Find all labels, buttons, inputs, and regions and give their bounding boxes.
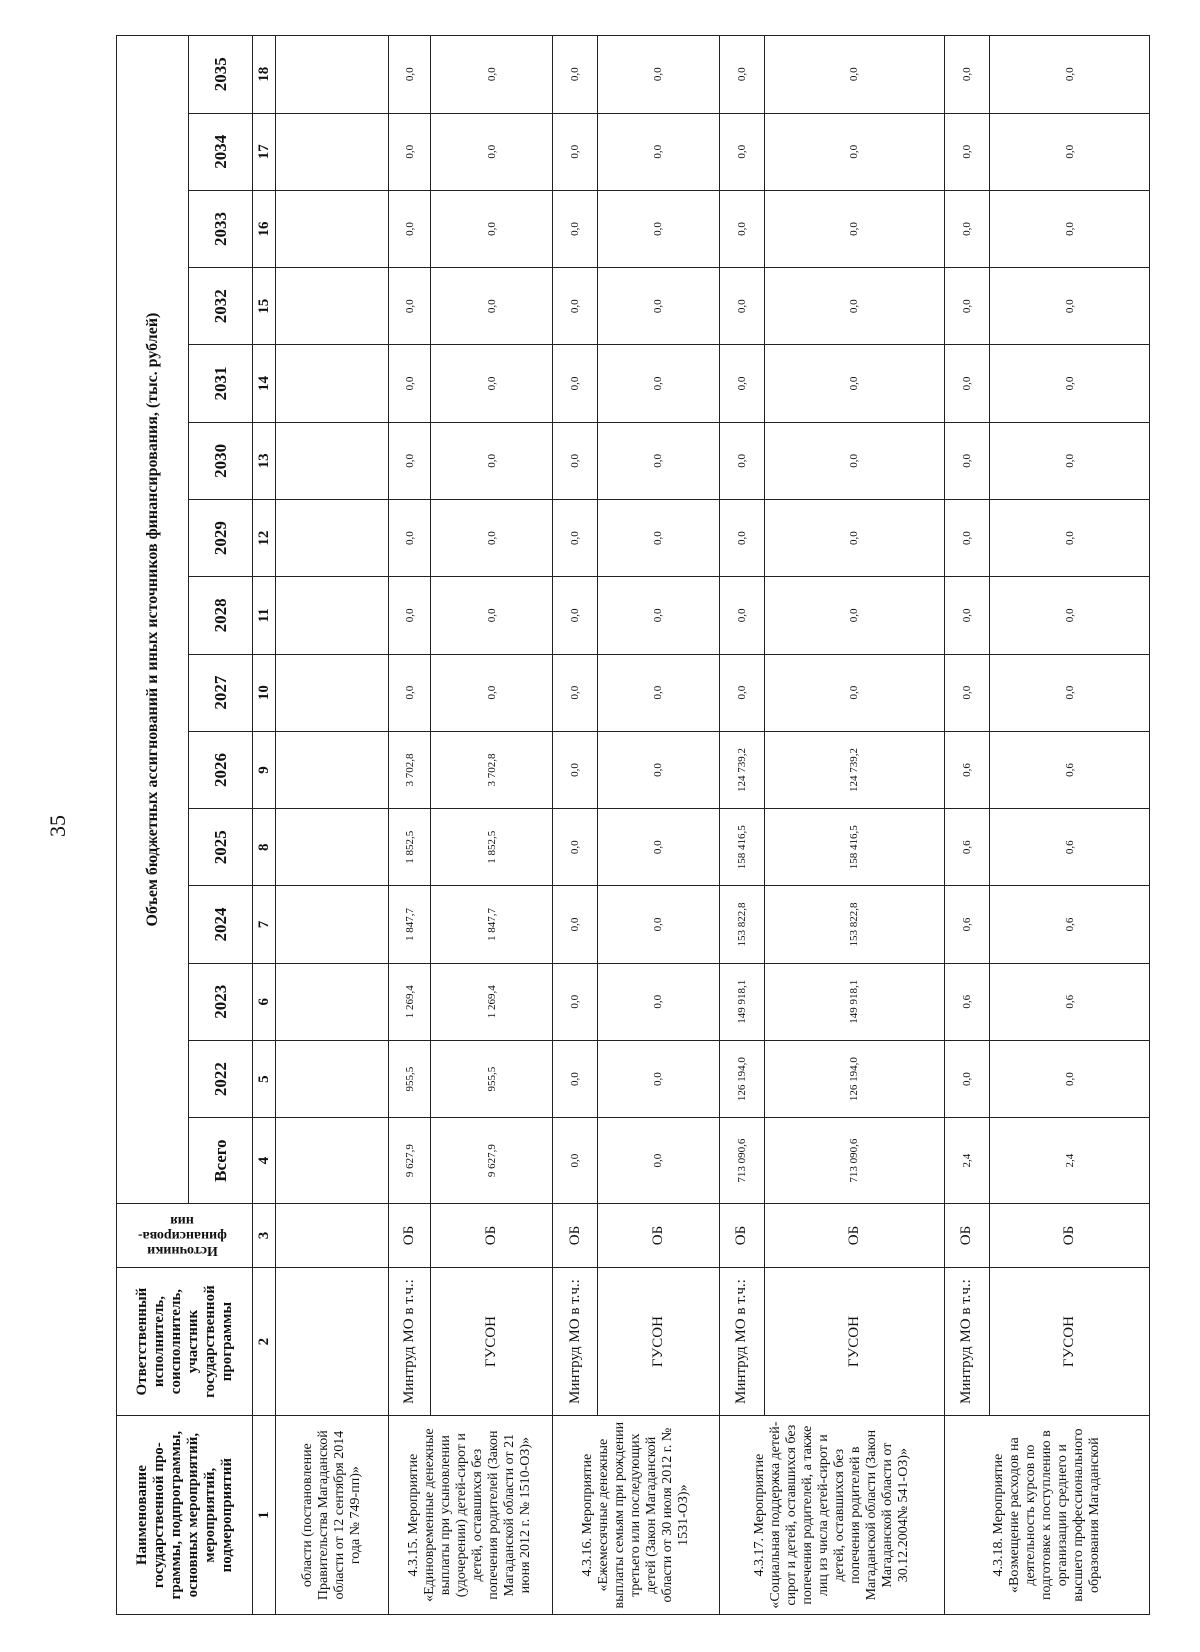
value-cell: 0,0 [598, 963, 720, 1040]
value-cell: 153 822,8 [764, 886, 944, 963]
value-cell: 0,0 [553, 577, 598, 654]
rotated-table-container [116, 35, 1150, 1615]
value-cell: 0,6 [990, 963, 1150, 1040]
table-row [990, 36, 1150, 1615]
table-row [719, 36, 764, 1615]
value-cell: 0,6 [944, 731, 989, 808]
value-cell: 0,0 [944, 190, 989, 267]
value-cell: 0,0 [431, 268, 553, 345]
value-cell: 0,0 [388, 577, 431, 654]
value-cell: 1 852,5 [431, 809, 553, 886]
value-cell: 0,0 [388, 190, 431, 267]
header-year: 2030 [189, 422, 253, 499]
value-cell: 0,0 [598, 1040, 720, 1117]
value-cell: 0,6 [944, 886, 989, 963]
value-cell: 0,0 [598, 268, 720, 345]
header-year: 2027 [189, 654, 253, 731]
column-number: 8 [253, 809, 276, 886]
value-cell: 0,0 [553, 809, 598, 886]
value-cell: 0,0 [990, 1040, 1150, 1117]
value-cell: 0,0 [431, 499, 553, 576]
value-cell: 0,0 [764, 268, 944, 345]
header-volume: Объем бюджетных ассигнований и иных источников финансирования, (тыс. рублей) [117, 36, 189, 1204]
value-cell: 0,0 [944, 577, 989, 654]
value-cell: 0,0 [553, 36, 598, 114]
value-cell [276, 809, 389, 886]
header-year: 2025 [189, 809, 253, 886]
value-cell: 0,0 [553, 886, 598, 963]
source-cell: ОБ [431, 1204, 553, 1268]
header-year: 2035 [189, 36, 253, 114]
header-source [117, 1204, 253, 1268]
total-cell: 2,4 [944, 1118, 989, 1204]
value-cell: 955,5 [431, 1040, 553, 1117]
value-cell: 0,0 [764, 190, 944, 267]
financing-table [116, 35, 1150, 1615]
value-cell: 0,0 [990, 113, 1150, 190]
total-cell: 713 090,6 [719, 1118, 764, 1204]
header-year: 2033 [189, 190, 253, 267]
column-number: 14 [253, 345, 276, 422]
value-cell: 1 269,4 [388, 963, 431, 1040]
measure-name: 4.3.16. Мероприятие «Ежемесячные денежные выплаты семьям при рождении третьего или последующих детей (Закон Магаданской области от 30 июля 2012 г. № 1531-ОЗ)» [553, 1416, 720, 1615]
value-cell [276, 1040, 389, 1117]
value-cell: 0,0 [990, 499, 1150, 576]
value-cell: 0,0 [553, 1040, 598, 1117]
value-cell: 126 194,0 [719, 1040, 764, 1117]
value-cell [276, 36, 389, 114]
value-cell [276, 345, 389, 422]
value-cell: 0,0 [553, 654, 598, 731]
column-number: 13 [253, 422, 276, 499]
responsible-cell: Минтруд МО в т.ч.: [719, 1267, 764, 1415]
column-number: 15 [253, 268, 276, 345]
value-cell: 0,0 [598, 654, 720, 731]
value-cell: 0,0 [598, 113, 720, 190]
value-cell: 149 918,1 [719, 963, 764, 1040]
source-cell: ОБ [990, 1204, 1150, 1268]
total-cell: 9 627,9 [431, 1118, 553, 1204]
header-name: Наименование государственной про-граммы, подпрограммы, основных мероприятий, мероприятий, подмероприятий [117, 1416, 253, 1615]
value-cell: 0,0 [719, 422, 764, 499]
header-year: 2022 [189, 1040, 253, 1117]
value-cell [276, 654, 389, 731]
value-cell: 0,0 [944, 654, 989, 731]
column-number: 2 [253, 1267, 276, 1415]
value-cell: 0,0 [764, 422, 944, 499]
value-cell [276, 499, 389, 576]
header-year: 2023 [189, 963, 253, 1040]
value-cell: 1 269,4 [431, 963, 553, 1040]
table-row [598, 36, 720, 1615]
value-cell: 0,0 [719, 190, 764, 267]
value-cell: 0,0 [764, 654, 944, 731]
value-cell: 0,0 [553, 499, 598, 576]
table-row [764, 36, 944, 1615]
value-cell: 0,0 [719, 36, 764, 114]
value-cell: 0,0 [944, 499, 989, 576]
value-cell: 0,0 [553, 963, 598, 1040]
responsible-cell: ГУСОН [764, 1267, 944, 1415]
value-cell: 0,0 [431, 654, 553, 731]
value-cell: 0,0 [990, 268, 1150, 345]
value-cell: 0,0 [553, 113, 598, 190]
header-year: 2029 [189, 499, 253, 576]
value-cell: 149 918,1 [764, 963, 944, 1040]
value-cell: 0,0 [764, 36, 944, 114]
value-cell: 0,0 [719, 268, 764, 345]
column-number: 7 [253, 886, 276, 963]
value-cell: 0,0 [553, 731, 598, 808]
value-cell: 0,0 [598, 190, 720, 267]
column-number: 1 [253, 1416, 276, 1615]
column-number: 5 [253, 1040, 276, 1117]
source-cell [276, 1204, 389, 1268]
source-cell: ОБ [388, 1204, 431, 1268]
value-cell: 0,0 [598, 422, 720, 499]
value-cell: 0,0 [944, 422, 989, 499]
value-cell: 0,0 [944, 113, 989, 190]
value-cell: 0,0 [388, 345, 431, 422]
value-cell: 0,0 [598, 577, 720, 654]
value-cell: 1 852,5 [388, 809, 431, 886]
total-cell [276, 1118, 389, 1204]
measure-name: области (постановление Правительства Магаданской области от 12 сентября 2014 года № 749-пп)» [276, 1416, 389, 1615]
value-cell: 0,6 [990, 809, 1150, 886]
header-year: 2031 [189, 345, 253, 422]
value-cell: 0,0 [553, 268, 598, 345]
value-cell: 124 739,2 [719, 731, 764, 808]
value-cell: 0,0 [719, 345, 764, 422]
value-cell: 0,0 [388, 113, 431, 190]
value-cell: 0,0 [598, 499, 720, 576]
value-cell: 126 194,0 [764, 1040, 944, 1117]
value-cell: 0,0 [764, 577, 944, 654]
column-number: 3 [253, 1204, 276, 1268]
value-cell: 0,0 [990, 654, 1150, 731]
value-cell: 1 847,7 [431, 886, 553, 963]
value-cell: 0,0 [764, 345, 944, 422]
header-year: 2034 [189, 113, 253, 190]
header-year: 2032 [189, 268, 253, 345]
value-cell: 0,0 [719, 577, 764, 654]
page-number: 35 [45, 815, 70, 837]
value-cell: 0,0 [719, 113, 764, 190]
value-cell: 0,0 [944, 345, 989, 422]
value-cell: 0,0 [944, 36, 989, 114]
header-year: 2026 [189, 731, 253, 808]
value-cell: 0,0 [431, 113, 553, 190]
value-cell [276, 113, 389, 190]
column-number: 6 [253, 963, 276, 1040]
value-cell: 0,0 [431, 422, 553, 499]
value-cell: 0,0 [764, 113, 944, 190]
value-cell: 124 739,2 [764, 731, 944, 808]
responsible-cell: ГУСОН [598, 1267, 720, 1415]
value-cell: 0,0 [944, 268, 989, 345]
value-cell: 0,0 [990, 190, 1150, 267]
value-cell [276, 731, 389, 808]
header-responsible: Ответственный исполнитель, соисполнитель, участник государственной программы [117, 1267, 253, 1415]
total-cell: 0,0 [553, 1118, 598, 1204]
table-row [431, 36, 553, 1615]
column-number: 10 [253, 654, 276, 731]
value-cell: 0,0 [553, 190, 598, 267]
value-cell: 3 702,8 [388, 731, 431, 808]
responsible-cell [276, 1267, 389, 1415]
column-number: 9 [253, 731, 276, 808]
value-cell [276, 886, 389, 963]
value-cell: 0,0 [388, 422, 431, 499]
table-row [388, 36, 431, 1615]
value-cell [276, 422, 389, 499]
value-cell [276, 268, 389, 345]
header-year: 2028 [189, 577, 253, 654]
value-cell: 0,0 [598, 731, 720, 808]
measure-name: 4.3.18. Мероприятие «Возмещение расходов на деятельность курсов по подготовке к поступлению в организации среднего и высшего профессионального образования Магаданской [944, 1416, 1149, 1615]
source-cell: ОБ [719, 1204, 764, 1268]
value-cell: 0,0 [598, 809, 720, 886]
value-cell: 0,0 [388, 36, 431, 114]
column-number: 17 [253, 113, 276, 190]
responsible-cell: Минтруд МО в т.ч.: [944, 1267, 989, 1415]
column-number: 4 [253, 1118, 276, 1204]
column-number: 12 [253, 499, 276, 576]
header-source-text: Источники финансирова- ния [138, 1212, 227, 1258]
source-cell: ОБ [553, 1204, 598, 1268]
measure-name: 4.3.17. Мероприятие «Социальная поддержка детей-сирот и детей, оставшихся без попечения родителей, а также лиц из числа детей-сирот и детей, оставшихся без попечения родителей в Магаданской области (Закон Магаданской области от 30.12.2004№ 541-ОЗ)» [719, 1416, 944, 1615]
total-cell: 713 090,6 [764, 1118, 944, 1204]
value-cell: 0,0 [990, 422, 1150, 499]
responsible-cell: Минтруд МО в т.ч.: [553, 1267, 598, 1415]
value-cell: 3 702,8 [431, 731, 553, 808]
source-cell: ОБ [764, 1204, 944, 1268]
value-cell: 0,0 [598, 345, 720, 422]
header-total: Всего [189, 1118, 253, 1204]
column-number: 18 [253, 36, 276, 114]
header-year: 2024 [189, 886, 253, 963]
value-cell: 0,0 [431, 577, 553, 654]
value-cell: 0,0 [719, 654, 764, 731]
value-cell: 0,6 [990, 886, 1150, 963]
total-cell: 9 627,9 [388, 1118, 431, 1204]
value-cell: 153 822,8 [719, 886, 764, 963]
value-cell: 955,5 [388, 1040, 431, 1117]
table-row [553, 36, 598, 1615]
value-cell: 0,6 [944, 963, 989, 1040]
value-cell: 0,0 [388, 654, 431, 731]
value-cell: 0,0 [990, 577, 1150, 654]
value-cell: 0,0 [990, 345, 1150, 422]
value-cell: 0,0 [431, 345, 553, 422]
value-cell [276, 963, 389, 1040]
value-cell [276, 577, 389, 654]
value-cell: 0,0 [764, 499, 944, 576]
measure-name: 4.3.15. Мероприятие «Единовременные денежные выплаты при усыновлении (удочерении) детей-сирот и детей, оставшихся без попечения родителей (Закон Магаданской области от 21 июня 2012 г. № 1510-ОЗ)» [388, 1416, 552, 1615]
source-cell: ОБ [598, 1204, 720, 1268]
responsible-cell: Минтруд МО в т.ч.: [388, 1267, 431, 1415]
total-cell: 2,4 [990, 1118, 1150, 1204]
value-cell: 158 416,5 [764, 809, 944, 886]
value-cell: 0,0 [553, 422, 598, 499]
column-number: 16 [253, 190, 276, 267]
value-cell: 0,0 [431, 36, 553, 114]
value-cell: 0,0 [719, 499, 764, 576]
value-cell: 0,0 [388, 268, 431, 345]
value-cell: 0,6 [990, 731, 1150, 808]
value-cell: 158 416,5 [719, 809, 764, 886]
value-cell [276, 190, 389, 267]
value-cell: 0,0 [553, 345, 598, 422]
value-cell: 0,0 [388, 499, 431, 576]
total-cell: 0,0 [598, 1118, 720, 1204]
responsible-cell: ГУСОН [990, 1267, 1150, 1415]
table-row [276, 36, 389, 1615]
value-cell: 0,0 [598, 886, 720, 963]
responsible-cell: ГУСОН [431, 1267, 553, 1415]
value-cell: 0,6 [944, 809, 989, 886]
value-cell: 0,0 [598, 36, 720, 114]
table-row [944, 36, 989, 1615]
source-cell: ОБ [944, 1204, 989, 1268]
value-cell: 0,0 [990, 36, 1150, 114]
column-number: 11 [253, 577, 276, 654]
value-cell: 0,0 [431, 190, 553, 267]
value-cell: 0,0 [944, 1040, 989, 1117]
value-cell: 1 847,7 [388, 886, 431, 963]
